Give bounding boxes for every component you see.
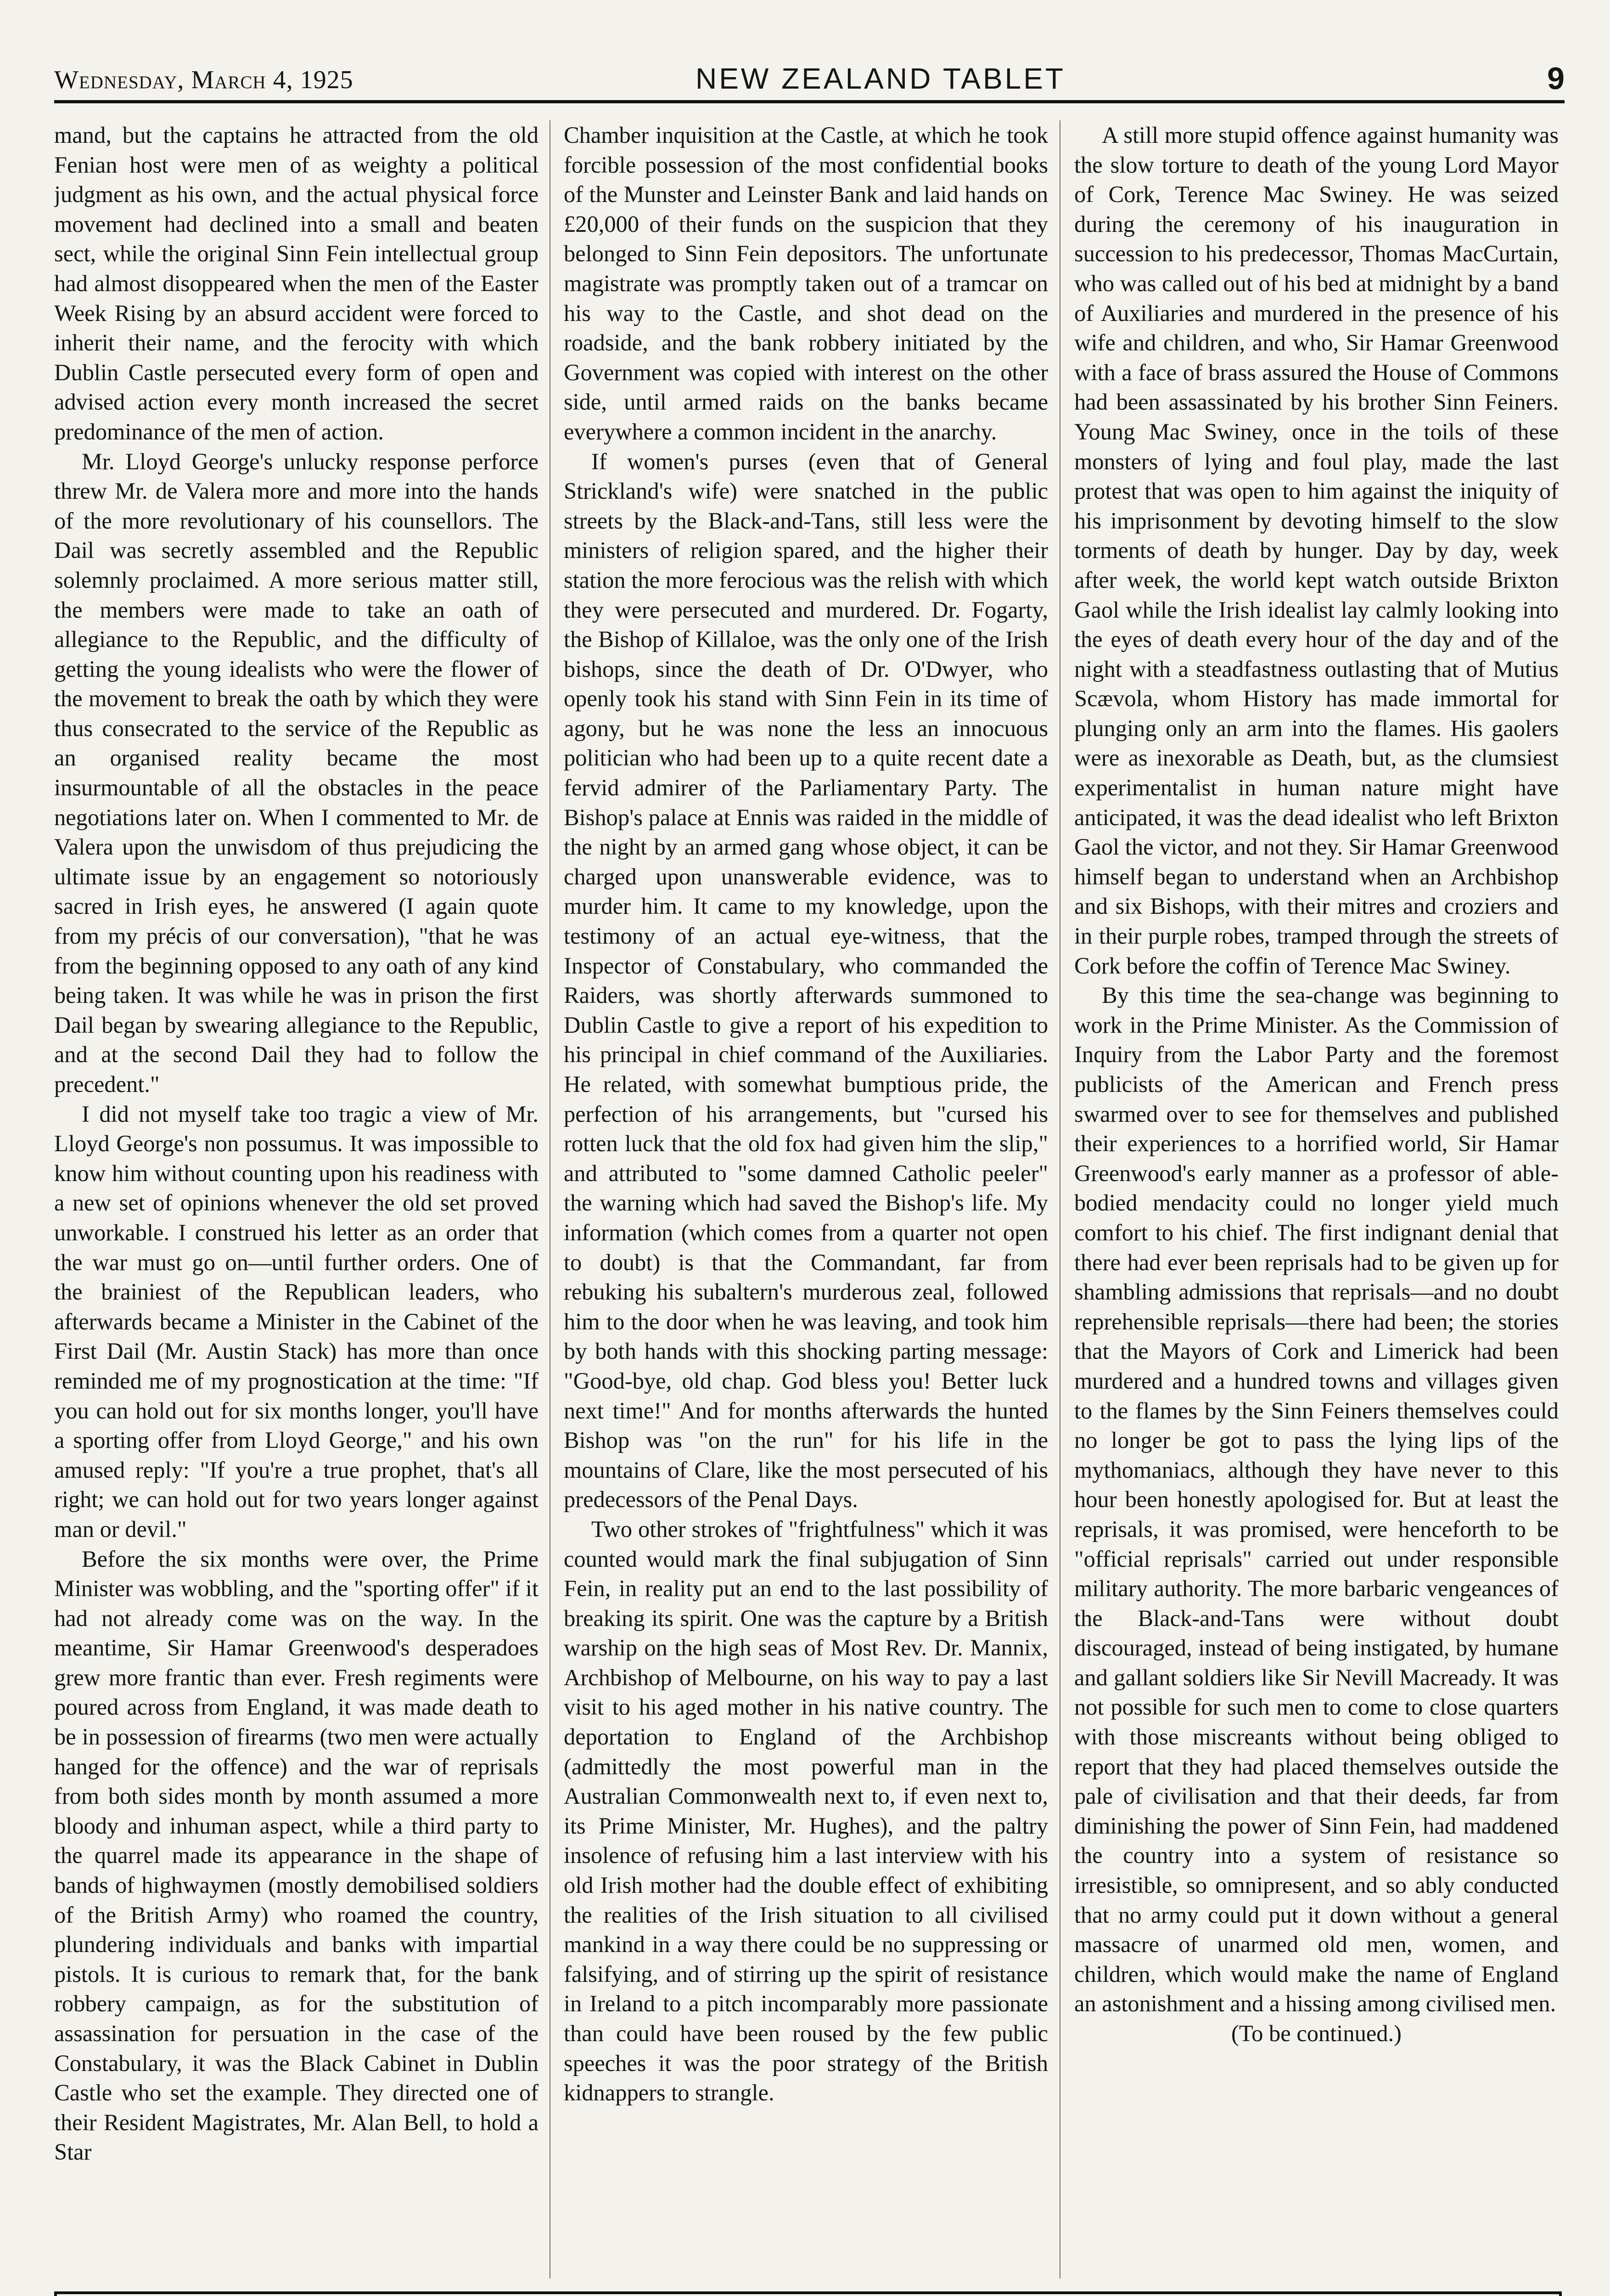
continued-note: (To be continued.) [1231,2020,1402,2046]
page-header [54,59,1565,105]
paragraph: Mr. Lloyd George's unlucky response perforce threw Mr. de Valera more and more into the hands of the more revolutionary of his counsellors. The Dail was secretly assembled and the Republic solemnly proclaimed. A more serious matter still, the members were made to take an oath of allegiance to the Republic, and the difficulty of getting the young idealists who were the flower of the movement to break the oath by which they were thus consecrated to the service of the Republic as an organised reality became the most insurmountable of all the obstacles in the peace negotiations later on. When I commented to Mr. de Valera upon the unwisdom of thus prejudicing the ultimate issue by an engagement so notoriously sacred in Irish eyes, he answered (I again quote from my précis of our conversation), "that he was from the beginning opposed to any oath of any kind being taken. It was while he was in prison the first Dail began by swearing allegiance to the Republic, and at the second Dail they had to follow the precedent." [54,448,539,1097]
masthead-title: NEW ZEALAND TABLET [696,62,1066,95]
paragraph: A still more stupid offence against humanity was the slow torture to death of the young Lord Mayor of Cork, Terence Mac Swiney. He was seized during the ceremony of his inauguration in succession to his predecessor, Thomas MacCurtain, who was called out of his bed at midnight by a band of Auxiliaries and murdered in the presence of his wife and children, and who, Sir Hamar Greenwood with a face of brass assured the House of Commons had been assassinated by his brother Sinn Feiners. Young Mac Swiney, once in the toils of these monsters of lying and foul play, made the last protest that was open to him against the iniquity of his imprisonment by devoting himself to the slow torments of death by hunger. Day by day, week after week, the world kept watch outside Brixton Gaol while the Irish idealist lay calmly looking into the eyes of death every hour of the day and of the night with a steadfastness outlasting that of Mutius Scævola, whom History has made immortal for plunging only an arm into the flames. His gaolers were as inexorable as Death, but, as the clumsiest experimentalist in human nature might have anticipated, it was the dead idealist who left Brixton Gaol the victor, and not they. Sir Hamar Greenwood himself began to understand when an Archbishop and six Bishops, with their mitres and croziers and in their purple robes, tramped through the streets of Cork before the coffin of Terence Mac Swiney. [1074,122,1559,979]
paragraph: If women's purses (even that of General Strickland's wife) were snatched in the public streets by the Black-and-Tans, still less were the ministers of religion spared, and the higher their station the more ferocious was the relish with which they were persecuted and murdered. Dr. Fogarty, the Bishop of Killaloe, was the only one of the Irish bishops, since the death of Dr. O'Dwyer, who openly took his stand with Sinn Fein in its time of agony, but he was none the less an innocuous politician who had been up to a quite recent date a fervid admirer of the Parliamentary Party. The Bishop's palace at Ennis was raided in the middle of the night by an armed gang whose object, it can be charged upon unanswerable evidence, was to murder him. It came to my knowledge, upon the testimony of an actual eye-witness, that the Inspector of Constabulary, who commanded the Raiders, was shortly afterwards summoned to Dublin Castle to give a report of his expedition to his principal in chief command of the Auxiliaries. He related, with somewhat bumptious pride, the perfection of his arrangements, but "cursed his rotten luck that the old fox had given him the slip," and attributed to "some damned Catholic peeler" the warning which had saved the Bishop's life. My information (which comes from a quarter not open to doubt) is that the Commandant, far from rebuking his subaltern's murderous zeal, followed him to the door when he was leaving, and took him by both hands with this shocking parting message: "Good-bye, old chap. God bless you! Better luck next time!" And for months afterwards the hunted Bishop was "on the run" for his life in the mountains of Clare, like the most persecuted of his predecessors of the Penal Days. [564,448,1048,1513]
paragraph: Chamber inquisition at the Castle, at which he took forcible possession of the most confidential books of the Munster and Leinster Bank and laid hands on £20,000 of their funds on the suspicion that they belonged to Sinn Fein depositors. The unfortunate magistrate was promptly taken out of a tramcar on his way to the Castle, and shot dead on the roadside, and the bank robbery initiated by the Government was copied with interest on the other side, until armed raids on the banks became everywhere a common incident in the anarchy. [564,122,1048,445]
crown-studios-advertisement [54,2291,1562,2296]
header-rule [54,100,1565,103]
paragraph: I did not myself take too tragic a view of Mr. Lloyd George's non possumus. It was impossible to know him without counting upon his readiness with a new set of opinions whenever the old set proved unworkable. I construed his letter as an order that the war must go on—until further orders. One of the brainiest of the Republican leaders, who afterwards became a Minister in the Cabinet of the First Dail (Mr. Austin Stack) has more than once reminded me of my prognostication at the time: "If you can hold out for six months longer, you'll have a sporting offer from Lloyd George," and his own amused reply: "If you're a true prophet, that's all right; we can hold out for two years longer against man or devil." [54,1101,539,1542]
paragraph: Before the six months were over, the Prime Minister was wobbling, and the "sporting offer" if it had not already come was on the way. In the meantime, Sir Hamar Greenwood's desperadoes grew more frantic than ever. Fresh regiments were poured across from England, it was made death to be in possession of firearms (two men were actually hanged for the offence) and the war of reprisals from both sides month by month assumed a more bloody and inhuman aspect, while a third party to the quarrel made its appearance in the shape of bands of highwaymen (mostly demobilised soldiers of the British Army) who roamed the country, plundering individuals and banks with impartial pistols. It is curious to remark that, for the bank robbery campaign, as for the substitution of assassination for persuation in the case of the Constabulary, it was the Black Cabinet in Dublin Castle who set the example. They directed one of their Resident Magistrates, Mr. Alan Bell, to hold a Star [54,1546,539,2165]
page-number: 9 [1547,61,1565,96]
article-column-2 [564,120,1048,2279]
article-column-3 [1074,120,1559,2279]
paragraph: Two other strokes of "frightfulness" which it was counted would mark the final subjugation of Sinn Fein, in reality put an end to the last possibility of breaking its spirit. One was the capture by a British warship on the high seas of Most Rev. Dr. Mannix, Archbishop of Melbourne, on his way to pay a last visit to his aged mother in his native country. The deportation to England of the Archbishop (admittedly the most powerful man in the Australian Commonwealth next to, if even next to, its Prime Minister, Mr. Hughes), and the paltry insolence of refusing him a last interview with his old Irish mother had the double effect of exhibiting the realities of the Irish situation to all civilised mankind in a way there could be no suppressing or falsifying, and of stirring up the spirit of resistance in Ireland to a pitch incomparably more passionate than could have been roused by the few public speeches it was the poor strategy of the British kidnappers to strangle. [564,1516,1048,2106]
paragraph: mand, but the captains he attracted from the old Fenian host were men of as weighty a political judgment as his own, and the actual physical force movement had declined into a small and beaten sect, while the original Sinn Fein intellectual group had almost disoppeared when the men of the Easter Week Rising by an absurd accident were forced to inherit their name, and the ferocity with which Dublin Castle persecuted every form of open and advised action every month increased the secret predominance of the men of action. [54,122,539,445]
issue-date: Wednesday, March 4, 1925 [54,66,353,94]
paragraph: By this time the sea-change was beginning to work in the Prime Minister. As the Commission of Inquiry from the Labor Party and the foremost publicists of the American and French press swarmed over to see for themselves and published their experiences to a horrified world, Sir Hamar Greenwood's early manner as a professor of able-bodied mendacity could no longer yield much comfort to his chief. The first indignant denial that there had ever been reprisals had to be given up for shambling admissions that reprisals—and no doubt reprehensible reprisals—there had been; the stories that the Mayors of Cork and Limerick had been murdered and a hundred towns and villages given to the flames by the Sinn Feiners themselves could no longer be got to pass the lying lips of the mythomaniacs, although they have never to this hour been honestly apologised for. But at least the reprisals, it was promised, were henceforth to be "official reprisals" carried out under responsible military authority. The more barbaric vengeances of the Black-and-Tans were without doubt discouraged, instead of being instigated, by humane and gallant soldiers like Sir Nevill Macready. It was not possible for such men to come to close quarters with those miscreants without being obliged to report that they had placed themselves outside the pale of civilisation and that their deeds, far from diminishing the power of Sinn Fein, had maddened the country into a system of resistance so irresistible, so omnipresent, and so ably conducted that no army could put it down without a general massacre of unarmed old men, women, and children, which would make the name of England an astonishment and a hissing among civilised men. [1074,982,1559,2017]
article-column-1 [54,120,539,2279]
